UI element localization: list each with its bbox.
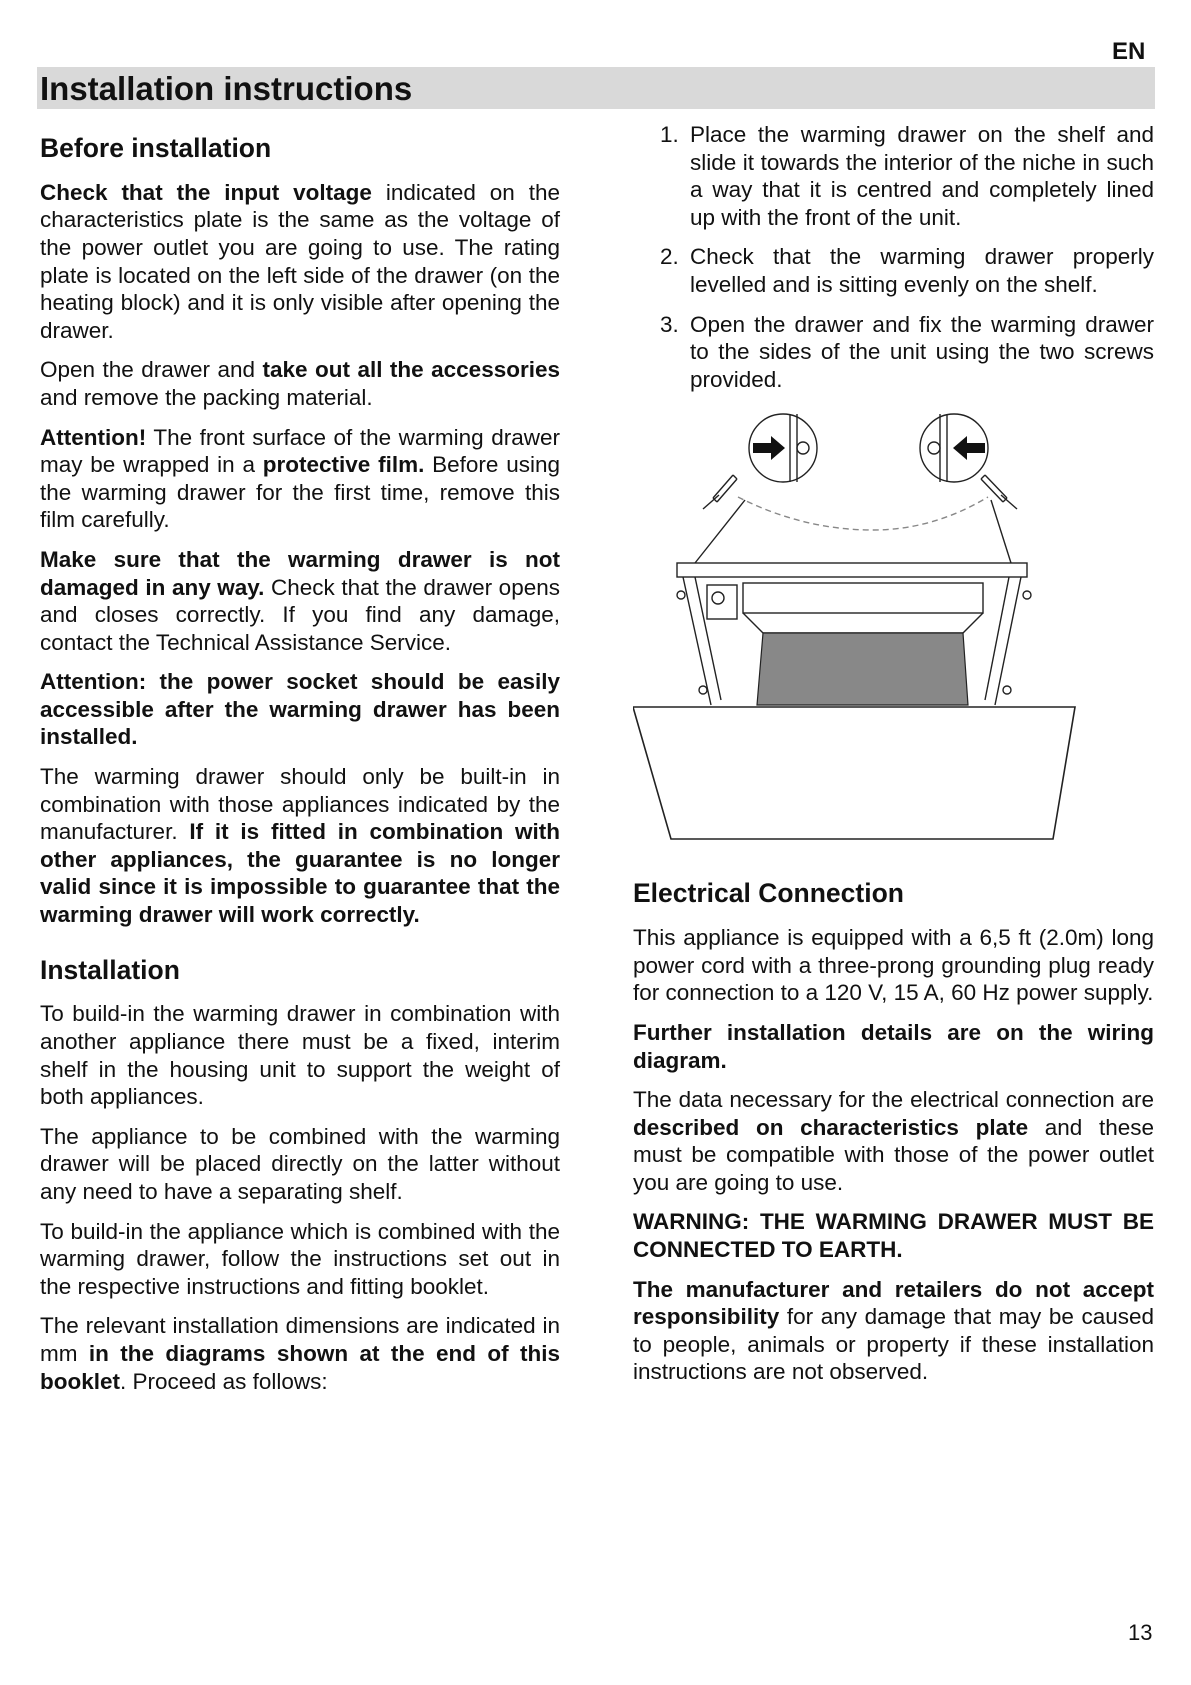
right-screw-hole [928, 442, 940, 454]
step-text: Place the warming drawer on the shelf and slide it towards the interior of the niche in such a way that it is centred and completely lined up with the front of the unit. [690, 122, 1154, 230]
bold-text: in the diagrams shown at the end of this booklet [40, 1340, 560, 1394]
paragraph-accessories [40, 356, 560, 411]
paragraph-wiring-diagram [633, 1019, 1154, 1074]
page-number: 13 [1128, 1620, 1153, 1645]
text: Before using the warming drawer for the first time, remove this film carefully. [40, 452, 561, 533]
right-column [633, 121, 1154, 1398]
paragraph-responsibility [633, 1276, 1154, 1386]
paragraph-power-cord: This appliance is equipped with a 6,5 ft (2.0m) long power cord with a three-prong grounding plug ready for connection to a 120 V, 15 A, 60 Hz power supply. [633, 925, 1154, 1006]
bold-text: Attention: the power socket should be easily accessible after the warming drawer has been installed. [40, 669, 560, 750]
step-number: 1. [660, 122, 679, 147]
paragraph-dimensions [40, 1312, 560, 1395]
bold-text: take out all the accessories [262, 357, 560, 383]
paragraph-guarantee [40, 763, 560, 929]
page-title: Installation instructions [40, 70, 413, 107]
bold-text: If it is fitted in combination with other appliances, the guarantee is no longer valid since it is impossible to guarantee that the warming drawer will work correctly. [40, 819, 560, 928]
left-arrow-icon [753, 436, 785, 460]
text: and these must be compatible with those of the power outlet you are going to use. [633, 1114, 1154, 1195]
bold-text: Further installation details are on the wiring diagram. [633, 1019, 1154, 1073]
left-column [40, 133, 560, 1407]
right-arrow-icon [953, 436, 985, 460]
bold-text: Make sure that the warming drawer is not damaged in any way. [40, 546, 560, 600]
bold-text: Attention! [40, 424, 147, 450]
drawer-front [633, 707, 1075, 839]
paragraph-input-voltage [40, 179, 560, 345]
step-item [633, 121, 1154, 231]
installation-heading: Installation [40, 954, 180, 985]
electrical-connection-heading: Electrical Connection [633, 878, 904, 909]
paragraph-damage-check [40, 546, 560, 656]
paragraph-earth-warning [633, 1208, 1154, 1263]
step-item [633, 243, 1154, 298]
step-item [633, 311, 1154, 394]
language-label: EN [1112, 38, 1146, 65]
drawer-base [757, 633, 968, 705]
text: The warming drawer should only be built-in in combination with those appliances indicated by the manufacturer. [40, 764, 560, 845]
paragraph-characteristics-plate [633, 1086, 1154, 1196]
step-text: Check that the warming drawer properly levelled and is sitting evenly on the shelf. [690, 244, 1154, 297]
bold-text: Check that the input voltage [40, 179, 372, 205]
step-number: 3. [660, 311, 679, 337]
text: The relevant installation dimensions are indicated in mm [40, 1313, 560, 1366]
step-number: 2. [660, 244, 679, 270]
paragraph-build-in: To build-in the appliance which is combined with the warming drawer, follow the instructions set out in the respective instructions and fitting booklet. [40, 1218, 560, 1299]
installation-steps [633, 121, 1154, 393]
drawer-illustration [633, 405, 1154, 860]
text: . Proceed as follows: [120, 1368, 328, 1394]
bold-text: WARNING: THE WARMING DRAWER MUST BE CONNECTED TO EARTH. [633, 1209, 1154, 1263]
text: The front surface of the warming drawer may be wrapped in a [40, 424, 560, 478]
text: indicated on the characteristics plate is the same as the voltage of the power outlet you are going to use. The rating plate is located on the left side of the drawer (on the heating block) and it is only visible after opening the drawer. [40, 179, 560, 343]
title-bar [37, 67, 1155, 109]
text: for any damage that may be caused to people, animals or property if these installation instructions are not observed. [633, 1304, 1154, 1385]
bold-text: protective film. [262, 452, 425, 478]
bold-text: described on characteristics plate [633, 1114, 1029, 1140]
step-text: Open the drawer and fix the warming drawer to the sides of the unit using the two screws provided. [690, 311, 1154, 392]
text: and remove the packing material. [40, 384, 373, 410]
paragraph-power-socket-attention [40, 668, 560, 751]
text: Check that the drawer opens and closes correctly. If you find any damage, contact the Technical Assistance Service. [40, 574, 560, 655]
bold-text: The manufacturer and retailers do not accept responsibility [633, 1276, 1154, 1330]
text: The data necessary for the electrical connection are [633, 1087, 1154, 1113]
before-installation-heading: Before installation [40, 133, 272, 163]
text: Open the drawer and [40, 357, 263, 383]
left-screw-hole [797, 442, 809, 454]
paragraph-combined-appliance: The appliance to be combined with the warming drawer will be placed directly on the latter without any need to have a separating shelf. [40, 1123, 560, 1204]
warming-drawer-installation-diagram [633, 405, 1154, 860]
paragraph-protective-film [40, 424, 560, 534]
paragraph-interim-shelf: To build-in the warming drawer in combination with another appliance there must be a fixed, interim shelf in the housing unit to support the weight of both appliances. [40, 1001, 560, 1110]
